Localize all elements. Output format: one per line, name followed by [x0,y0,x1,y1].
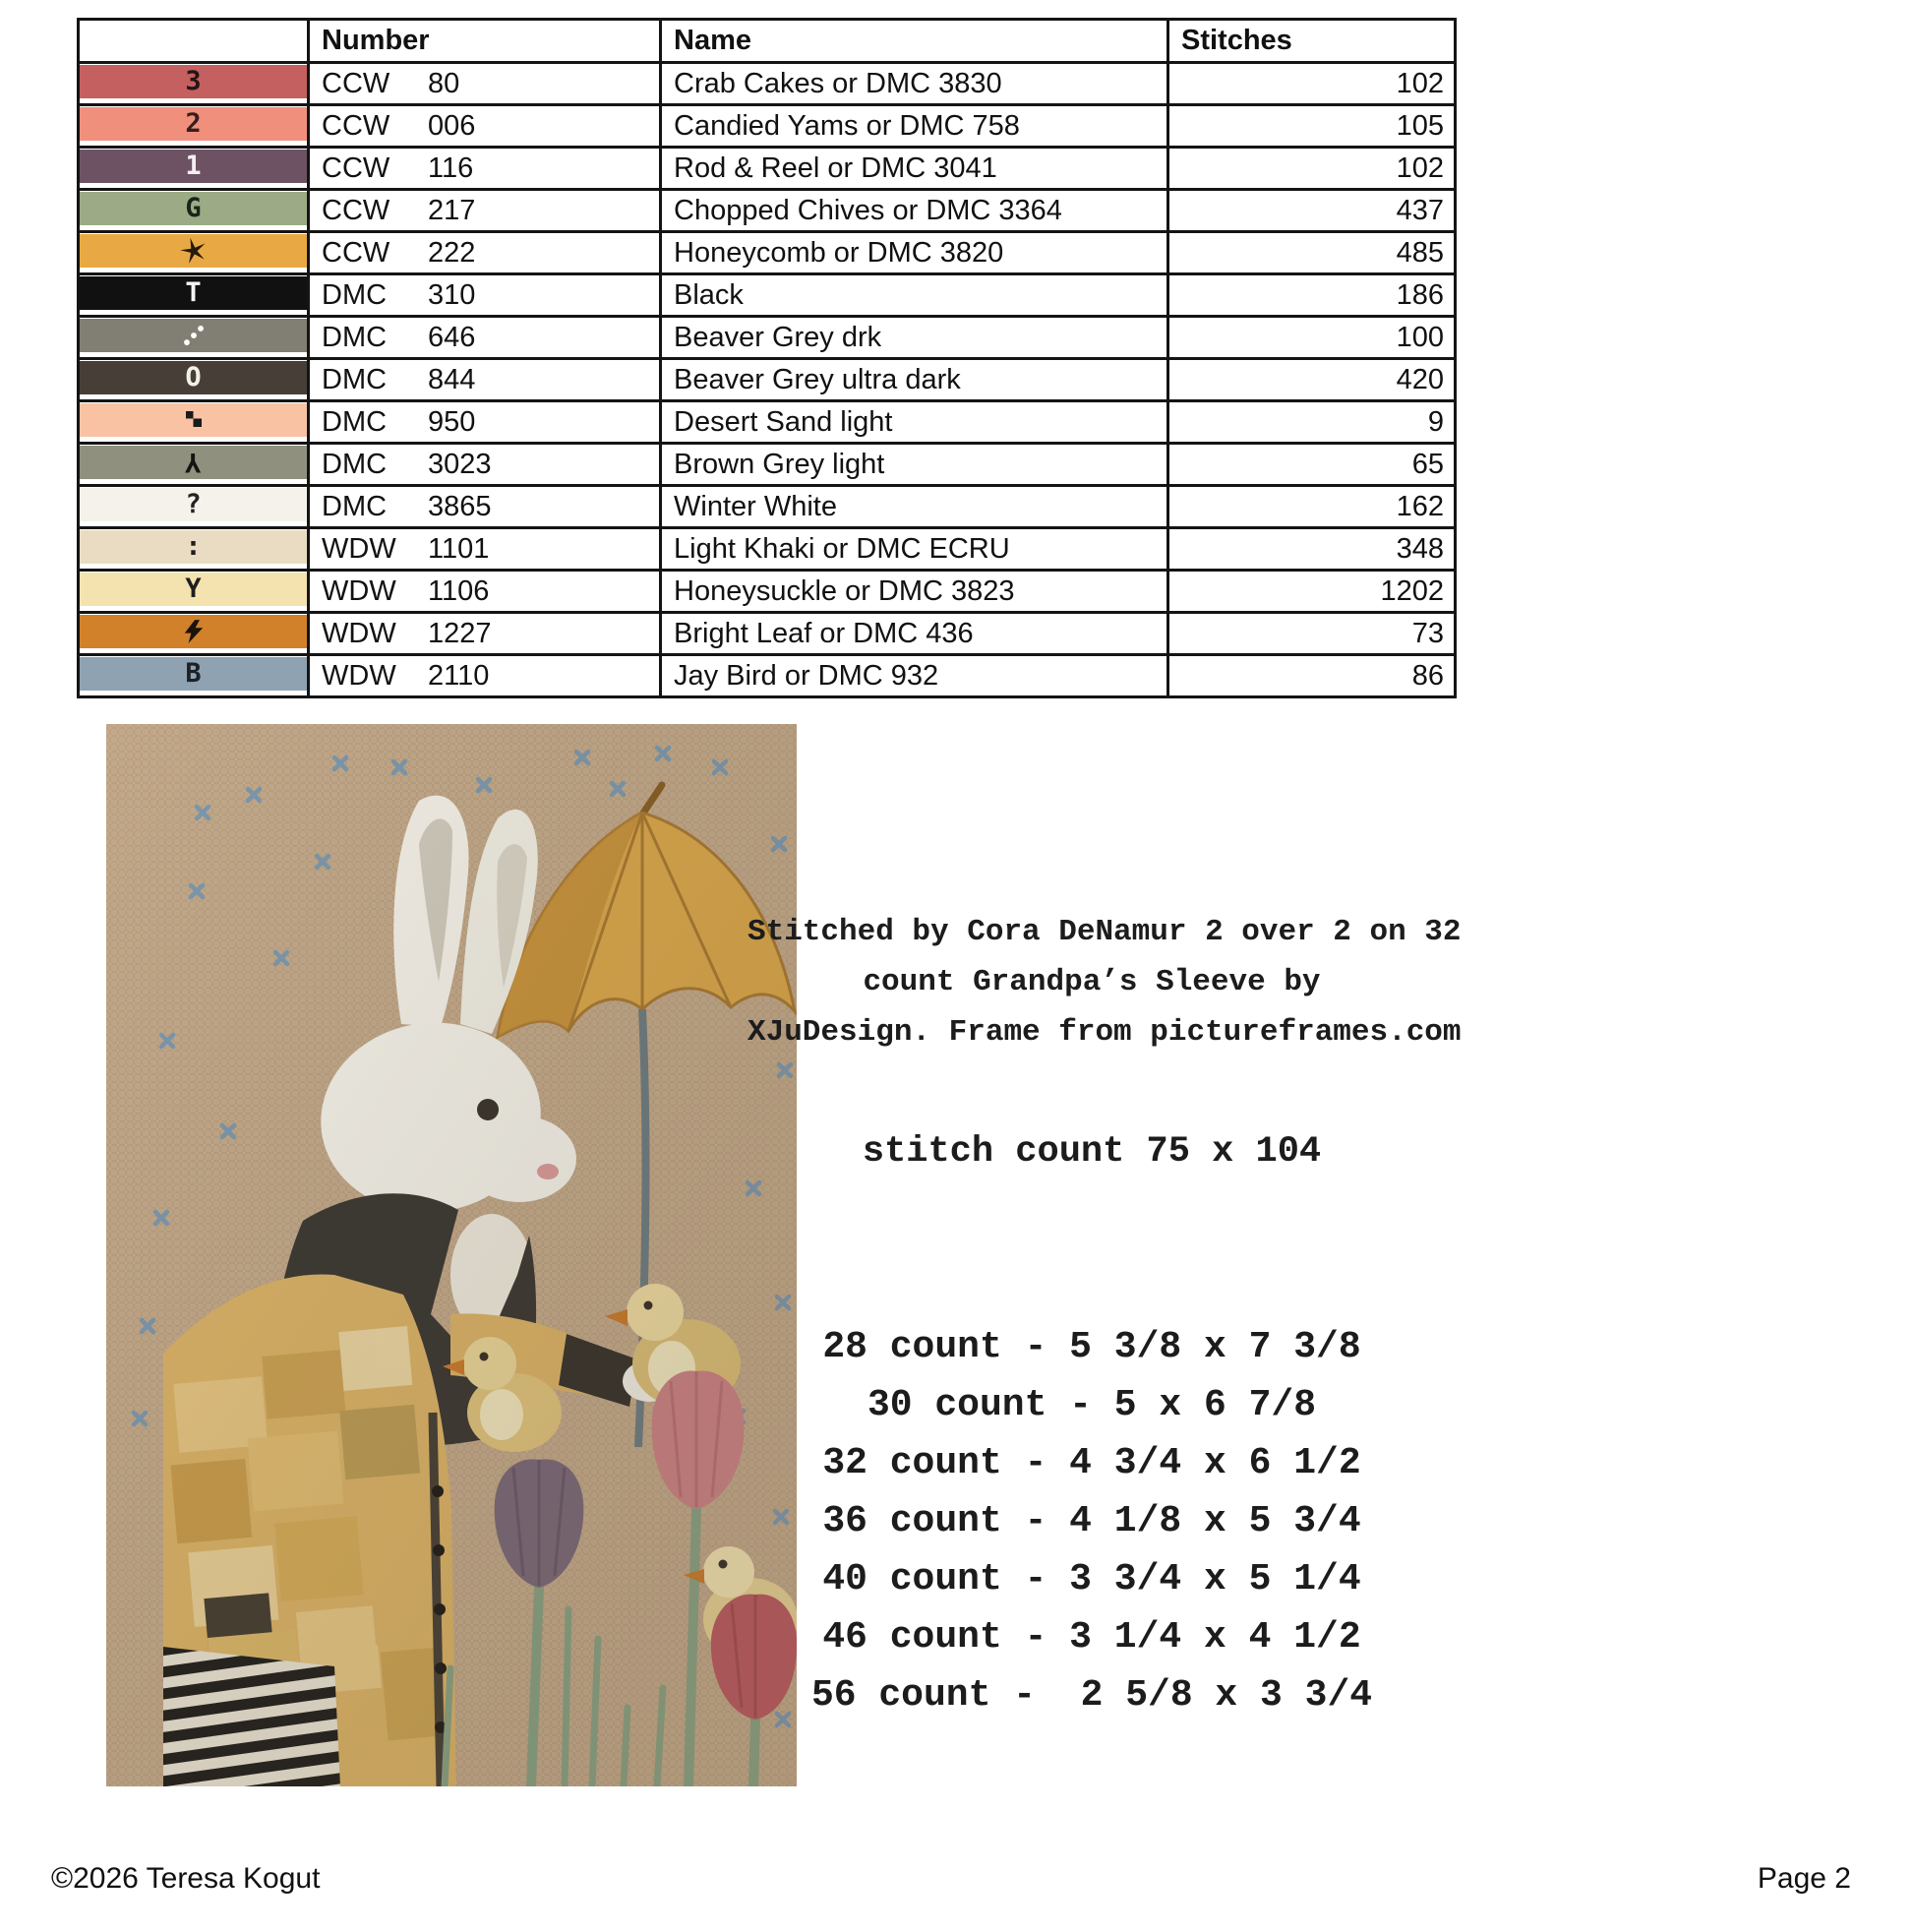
number-cell [309,486,661,528]
name-cell [661,232,1168,274]
floss-name: Beaver Grey drk [674,321,882,353]
name-cell [661,317,1168,359]
number-cell [309,613,661,655]
stitched-by-caption [748,907,1462,1057]
code: 3865 [428,490,492,522]
table-row [79,63,1456,105]
stitch-total: 485 [1396,236,1444,269]
diagonal-dots-icon [181,323,207,348]
stitches-cell [1168,148,1456,190]
number-cell [309,63,661,105]
page-number: Page 2 [1757,1862,1851,1895]
floss-legend-table [77,18,1457,698]
color-swatch [80,107,307,141]
stitches-cell [1168,613,1456,655]
brand: DMC [322,490,388,522]
floss-name: Black [674,278,744,311]
stitches-cell [1168,528,1456,571]
stitch-total: 437 [1396,194,1444,226]
photo-shading [106,724,797,1786]
floss-name: Candied Yams or DMC 758 [674,109,1020,142]
swatch-cell [79,190,309,232]
color-swatch [80,192,307,225]
code: 950 [428,405,476,438]
swatch-cell [79,359,309,401]
stitches-cell [1168,232,1456,274]
name-cell [661,359,1168,401]
code: 646 [428,321,476,353]
fabric-size-line: 36 count - 4 1/8 x 5 3/4 [822,1500,1361,1542]
number-cell [309,571,661,613]
table-row [79,274,1456,317]
number-cell [309,528,661,571]
table-row [79,571,1456,613]
brand: DMC [322,321,388,353]
stitches-cell [1168,359,1456,401]
fabric-size-line: 28 count - 5 3/8 x 7 3/8 [822,1326,1361,1368]
swatch-cell [79,232,309,274]
floss-name: Bright Leaf or DMC 436 [674,617,974,649]
name-cell [661,63,1168,105]
table-row [79,486,1456,528]
swatch-cell [79,444,309,486]
swatch-cell [79,655,309,697]
color-swatch [80,530,307,564]
floss-name: Honeycomb or DMC 3820 [674,236,1004,269]
floss-name: Honeysuckle or DMC 3823 [674,574,1015,607]
swatch-cell [79,63,309,105]
stitch-total: 1202 [1380,574,1444,607]
stitches-cell [1168,655,1456,697]
floss-name: Jay Bird or DMC 932 [674,659,939,692]
code: 310 [428,278,476,311]
code: 2110 [428,659,490,692]
legend-header-row [79,20,1456,63]
floss-name: Desert Sand light [674,405,893,438]
stitch-total: 420 [1396,363,1444,395]
swatch-cell [79,571,309,613]
fabric-size-list [748,1318,1436,1724]
symbol: 2 [185,108,202,139]
table-row [79,148,1456,190]
number-cell [309,190,661,232]
color-swatch [80,615,307,648]
code: 217 [428,194,476,226]
symbol: 1 [185,151,202,181]
code: 006 [428,109,476,142]
table-row [79,232,1456,274]
table-row [79,655,1456,697]
stitch-count: stitch count 75 x 104 [862,1131,1322,1173]
table-row [79,401,1456,444]
caption-line: Stitched by Cora DeNamur 2 over 2 on 32 [748,915,1462,949]
number-cell [309,359,661,401]
stepped-squares-icon [182,408,206,432]
fabric-size-line: 56 count - 2 5/8 x 3 3/4 [810,1674,1373,1717]
name-cell [661,613,1168,655]
stitch-total: 162 [1396,490,1444,522]
code: 1101 [428,532,490,565]
symbol: B [185,658,202,689]
code: 1227 [428,617,492,649]
brand: WDW [322,574,396,607]
brand: CCW [322,109,390,142]
stitches-cell [1168,444,1456,486]
symbol: O [185,362,202,392]
name-cell [661,274,1168,317]
table-row [79,613,1456,655]
code: 80 [428,67,460,99]
table-row [79,528,1456,571]
name-cell [661,148,1168,190]
number-cell [309,401,661,444]
fabric-size-line: 30 count - 5 x 6 7/8 [867,1384,1317,1426]
stitches-cell [1168,401,1456,444]
code: 116 [428,151,474,184]
stitch-total: 348 [1396,532,1444,565]
stitch-total: 9 [1427,405,1444,438]
brand: DMC [322,405,388,438]
floss-name: Crab Cakes or DMC 3830 [674,67,1002,99]
brand: CCW [322,236,390,269]
stitches-cell [1168,63,1456,105]
name-cell [661,486,1168,528]
number-cell [309,148,661,190]
floss-name: Chopped Chives or DMC 3364 [674,194,1062,226]
name-cell [661,190,1168,232]
number-cell [309,105,661,148]
swatch-cell [79,317,309,359]
swatch-cell [79,148,309,190]
stitch-total: 86 [1411,659,1444,692]
floss-name: Beaver Grey ultra dark [674,363,961,395]
floss-name: Rod & Reel or DMC 3041 [674,151,997,184]
swatch-cell [79,486,309,528]
five-point-star-icon [179,236,209,266]
table-row [79,359,1456,401]
swatch-cell [79,613,309,655]
color-swatch [80,488,307,521]
brand: DMC [322,278,388,311]
stitches-cell [1168,274,1456,317]
number-cell [309,655,661,697]
brand: CCW [322,194,390,226]
table-row [79,105,1456,148]
brand: WDW [322,617,396,649]
stitches-cell [1168,486,1456,528]
number-cell [309,444,661,486]
floss-name: Winter White [674,490,837,522]
stitch-total: 186 [1396,278,1444,311]
stitches-cell [1168,190,1456,232]
caption-line: XJuDesign. Frame from pictureframes.com [748,1015,1462,1050]
brand: CCW [322,67,390,99]
swatch-cell [79,105,309,148]
brand: WDW [322,659,396,692]
name-cell [661,655,1168,697]
stitch-total: 100 [1396,321,1444,353]
col-header-number: Number [309,20,661,63]
name-cell [661,571,1168,613]
stitch-total: 73 [1411,617,1444,649]
floss-name: Brown Grey light [674,448,885,480]
fabric-size-line: 46 count - 3 1/4 x 4 1/2 [822,1616,1361,1659]
color-swatch [80,65,307,98]
table-row [79,317,1456,359]
symbol: : [185,531,202,562]
code: 222 [428,236,476,269]
code: 1106 [428,574,490,607]
number-cell [309,274,661,317]
swatch-cell [79,528,309,571]
symbol: Y [185,447,202,477]
swatch-cell [79,274,309,317]
floss-name: Light Khaki or DMC ECRU [674,532,1010,565]
stitch-total: 65 [1411,448,1444,480]
stitch-total: 102 [1396,151,1444,184]
color-swatch [80,446,307,479]
color-swatch [80,319,307,352]
color-swatch [80,150,307,183]
brand: DMC [322,448,388,480]
color-swatch [80,276,307,310]
symbol: 3 [185,66,202,96]
copyright: ©2026 Teresa Kogut [51,1862,321,1895]
symbol: Y [185,574,202,604]
legend-table-body [79,63,1456,697]
symbol: G [185,193,202,223]
number-cell [309,317,661,359]
stitches-cell [1168,571,1456,613]
name-cell [661,444,1168,486]
name-cell [661,105,1168,148]
color-swatch [80,403,307,437]
number-cell [309,232,661,274]
stitch-total: 102 [1396,67,1444,99]
color-swatch [80,361,307,394]
color-swatch [80,657,307,691]
fabric-size-line: 32 count - 4 3/4 x 6 1/2 [822,1442,1361,1484]
stitches-cell [1168,317,1456,359]
table-row [79,190,1456,232]
stitch-total: 105 [1396,109,1444,142]
fabric-size-line: 40 count - 3 3/4 x 5 1/4 [822,1558,1361,1600]
color-swatch [80,234,307,268]
lightning-bolt-icon [181,619,207,644]
brand: WDW [322,532,396,565]
swatch-cell [79,401,309,444]
code: 844 [428,363,476,395]
caption-line: count Grandpa’s Sleeve by [863,965,1321,999]
table-row [79,444,1456,486]
color-swatch [80,573,307,606]
col-header-stitches: Stitches [1168,20,1456,63]
stitched-model-photo [106,724,797,1786]
name-cell [661,401,1168,444]
brand: DMC [322,363,388,395]
stitches-cell [1168,105,1456,148]
symbol: T [185,277,202,308]
col-header-name: Name [661,20,1168,63]
name-cell [661,528,1168,571]
code: 3023 [428,448,492,480]
brand: CCW [322,151,390,184]
col-header-symbol [79,20,309,63]
symbol: ? [185,489,202,519]
